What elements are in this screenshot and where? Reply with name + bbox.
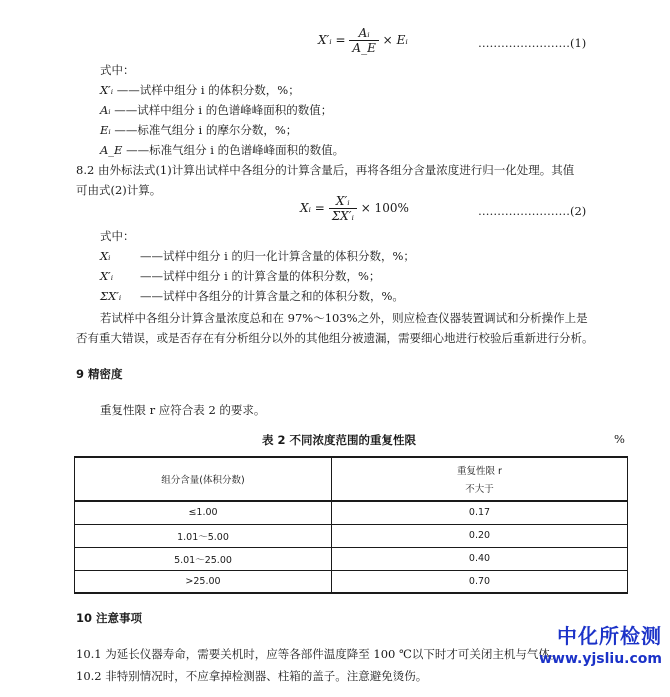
formula-1-numerator: Aᵢ xyxy=(349,26,378,41)
section-10-item-2: 10.2 非特别情况时，不应拿掉检测器、柱箱的盖子。注意避免烫伤。 xyxy=(76,669,428,683)
formula-1-denominator: A_E xyxy=(352,41,376,55)
cell-range: 5.01～25.00 xyxy=(75,547,332,570)
where-2-def xyxy=(100,268,380,284)
repeatability-table xyxy=(74,456,628,594)
watermark-title: 中化所检测 xyxy=(557,624,662,648)
table-row xyxy=(75,547,628,570)
header-limit-line-2: 不大于 xyxy=(465,484,494,495)
formula-1-fraction xyxy=(349,26,378,55)
section-9-text: 重复性限 r 应符合表 2 的要求。 xyxy=(100,403,266,417)
definition: ——试样中组分 i 的归一化计算含量的体积分数，%； xyxy=(140,249,415,263)
definition: ——试样中组分 i 的色谱峰峰面积的数值； xyxy=(114,103,333,117)
formula-2-dots: …………………… xyxy=(478,204,570,218)
cell-range: >25.00 xyxy=(75,570,332,593)
header-repeatability-limit xyxy=(332,457,628,501)
table-header-row xyxy=(75,457,628,501)
symbol: A_E xyxy=(100,143,123,157)
where-1-def xyxy=(100,142,344,158)
table-row xyxy=(75,570,628,593)
section-8-2-line-2: 可由式(2)计算。 xyxy=(76,183,162,197)
formula-2-number: (2) xyxy=(570,204,587,218)
formula-1 xyxy=(318,26,408,55)
cell-range: 1.01～5.00 xyxy=(75,524,332,547)
formula-2-fraction xyxy=(329,194,357,223)
formula-2-numerator: X′ᵢ xyxy=(329,194,357,209)
section-10-heading: 10 注意事项 xyxy=(76,611,143,625)
definition: ——试样中各组分的计算含量之和的体积分数，%。 xyxy=(140,289,404,303)
header-limit-line-1: 重复性限 r xyxy=(457,466,502,477)
definition: ——试样中组分 i 的计算含量的体积分数，%； xyxy=(140,269,381,283)
formula-1-lhs: X′ᵢ xyxy=(318,33,332,47)
table-row xyxy=(75,501,628,524)
cell-limit: 0.20 xyxy=(332,524,628,547)
formula-2-tail: × 100% xyxy=(360,201,409,215)
section-8-2-line-1: 8.2 由外标法式(1)计算出试样中各组分的计算含量后，再将各组分含量浓度进行归一化处理。其值 xyxy=(76,163,575,177)
check-paragraph-line-2: 否有重大错误，或是否存在有分析组分以外的其他组分被遗漏，需要细心地进行校验后重新进行分析。 xyxy=(76,331,594,345)
header-content-range: 组分含量(体积分数) xyxy=(75,457,332,501)
where-1-def xyxy=(100,82,300,98)
symbol: Eᵢ xyxy=(100,123,111,137)
where-1-def xyxy=(100,102,332,118)
formula-1-dots: …………………… xyxy=(478,36,570,50)
watermark xyxy=(539,620,662,667)
symbol: ΣX′ᵢ xyxy=(100,289,122,303)
table-row xyxy=(75,524,628,547)
table-2-unit: % xyxy=(614,432,625,446)
symbol: Xᵢ xyxy=(100,249,111,263)
where-2-def xyxy=(100,248,415,264)
formula-2-lhs: Xᵢ xyxy=(300,201,311,215)
symbol: Aᵢ xyxy=(100,103,111,117)
table-2-caption: 表 2 不同浓度范围的重复性限 xyxy=(262,433,417,447)
where-2-label: 式中： xyxy=(100,229,135,243)
symbol: X′ᵢ xyxy=(100,269,114,283)
definition: ——标准气组分 i 的色谱峰峰面积的数值。 xyxy=(126,143,345,157)
section-9-heading: 9 精密度 xyxy=(76,367,123,381)
cell-limit: 0.70 xyxy=(332,570,628,593)
definition: ——标准气组分 i 的摩尔分数，%； xyxy=(114,123,298,137)
definition: ——试样中组分 i 的体积分数，%； xyxy=(116,83,300,97)
cell-limit: 0.40 xyxy=(332,547,628,570)
formula-2-equals: = xyxy=(314,201,325,215)
formula-2-denominator: ΣX′ᵢ xyxy=(331,209,354,223)
where-1-def xyxy=(100,122,297,138)
symbol: X′ᵢ xyxy=(100,83,114,97)
cell-limit: 0.17 xyxy=(332,501,628,524)
formula-1-times: × xyxy=(382,33,393,47)
formula-1-equals: = xyxy=(335,33,346,47)
formula-1-leader xyxy=(478,36,586,50)
formula-1-factor: Eᵢ xyxy=(396,33,408,47)
where-1-label: 式中： xyxy=(100,63,135,77)
watermark-url: www.yjsliu.com xyxy=(539,651,662,667)
formula-2 xyxy=(300,194,409,223)
section-10-item-1: 10.1 为延长仪器寿命，需要关机时，应等各部件温度降至 100 ℃以下时才可关闭主机与气体。 xyxy=(76,647,562,661)
formula-1-number: (1) xyxy=(570,36,587,50)
check-paragraph-line-1: 若试样中各组分计算含量浓度总和在 97%～103%之外，则应检查仪器装置调试和分析操作上是 xyxy=(100,311,588,325)
formula-2-leader xyxy=(478,204,586,218)
cell-range: ≤1.00 xyxy=(75,501,332,524)
where-2-def xyxy=(100,288,404,304)
